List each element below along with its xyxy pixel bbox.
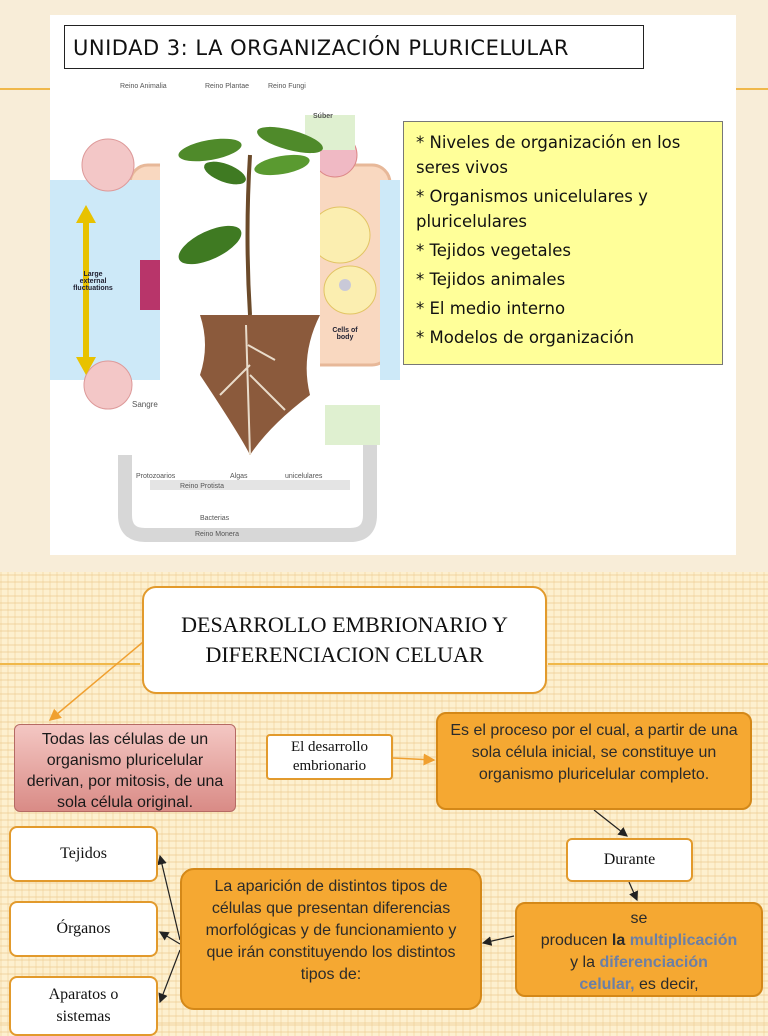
text-producen: producen [540,932,608,949]
topics-box [403,121,723,365]
text-celular: celular, [579,976,635,993]
label-reino-fungi: Reino Fungi [268,83,306,90]
text-la: la [611,932,626,949]
label-suber: Súber [313,113,333,120]
topic-item: * Tejidos vegetales [416,241,571,260]
level-tejidos: Tejidos [9,826,158,882]
label-cells-of-body: Cells of body [332,327,358,341]
level-organos: Órganos [9,901,158,957]
durante-label: Durante [566,838,693,882]
topic-item: * El medio interno [416,299,566,318]
label-reino-plantae: Reino Plantae [205,83,249,90]
label-large-fluctuations: Large external fluctuations [73,271,113,292]
label-reino-animalia: Reino Animalia [120,83,167,90]
definition-box: Es el proceso por el cual, a partir de una sola célula inicial, se constituye un organismo pluricelular completo. [436,712,752,810]
embryo-development-label: El desarrollo embrionario [266,734,393,780]
label-protozoarios: Protozoarios [136,473,176,480]
text-diferenciacion: diferenciación [599,954,708,971]
appearance-box: La aparición de distintos tipos de células que presentan diferencias morfológicas y de funcionamiento y que irán constituyendo los distintos tipos de: [180,868,482,1010]
label-algas: Algas [230,473,248,480]
topic-item: * Niveles de organización en los seres vivos [416,133,681,177]
label-reino-protista: Reino Protista [180,483,224,490]
label-reino-monera: Reino Monera [195,531,239,538]
multiplication-box [515,902,763,997]
main-title-box: DESARROLLO EMBRIONARIO Y DIFERENCIACION CELUAR [142,586,547,694]
label-unicelulares: unicelulares [285,473,323,480]
text-es-decir: es decir, [639,976,699,993]
unit-title: UNIDAD 3: LA ORGANIZACIÓN PLURICELULAR [64,25,644,69]
text-multiplicacion: multiplicación [629,932,738,949]
label-bacterias: Bacterias [200,515,230,522]
topic-item: * Modelos de organización [416,328,635,347]
mitosis-note: Todas las células de un organismo pluricelular derivan, por mitosis, de una sola célula original. [14,724,236,812]
text-se: se [630,910,648,927]
topic-item: * Tejidos animales [416,270,566,289]
label-sangre: Sangre [132,400,158,409]
text-y-la: y la [570,954,595,971]
level-aparatos: Aparatos o sistemas [9,976,158,1036]
slide-2 [0,572,768,1024]
slide-1-panel [50,15,736,555]
topic-item: * Organismos unicelulares y pluricelulares [416,187,648,231]
